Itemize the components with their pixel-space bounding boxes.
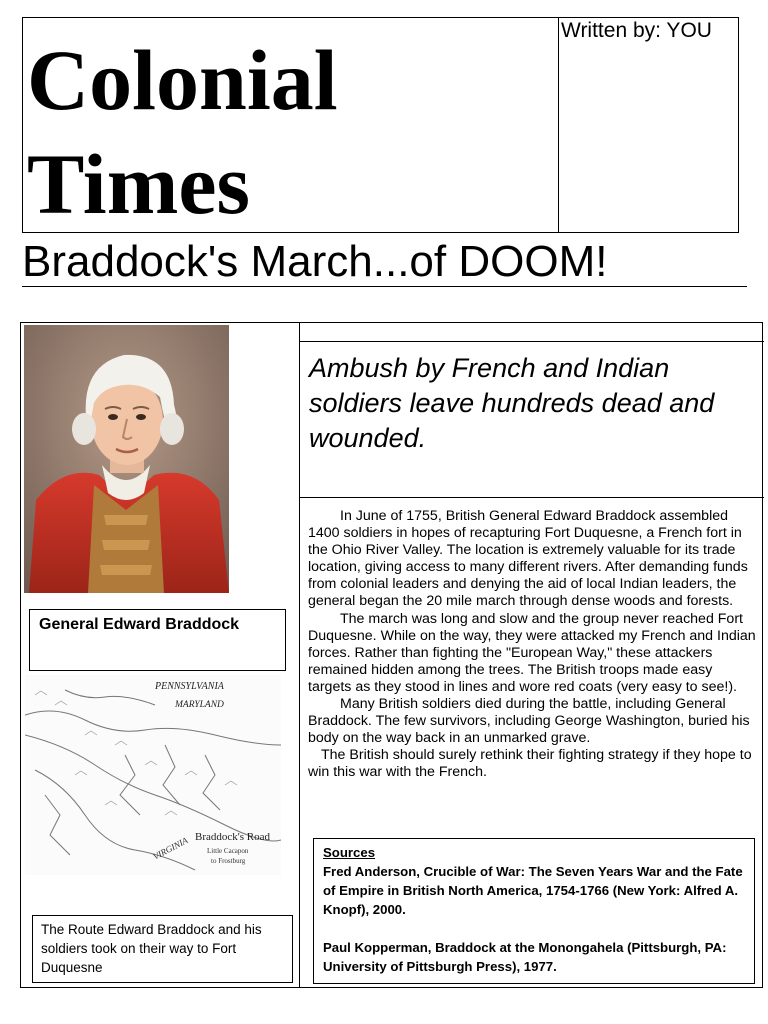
title-cell [23, 18, 559, 232]
map-image [25, 675, 281, 875]
masthead [22, 17, 739, 233]
headline-rule [22, 286, 747, 287]
map-caption: The Route Edward Braddock and his soldiers took on their way to Fort Duquesne [41, 922, 262, 975]
table-rule [300, 497, 764, 498]
column-divider [299, 323, 300, 987]
sources-heading: Sources [323, 845, 376, 860]
headline: Braddock's March...of DOOM! [22, 237, 608, 286]
portrait-caption: General Edward Braddock [39, 616, 240, 633]
table-rule [300, 341, 764, 342]
subheadline: Ambush by French and Indian soldiers leave hundreds dead and wounded. [309, 353, 715, 453]
source-entry: Paul Kopperman, Braddock at the Monongahela (Pittsburgh, PA: University of Pittsburgh Press), 1977. [323, 940, 727, 974]
article-paragraph: In June of 1755, British General Edward Braddock assembled 1400 soldiers in hopes of recapturing Fort Duquesne, a French fort in the Ohio River Valley. The location is extremely valuable for its trade location, giving access to many different rivers. After demanding funds from colonial leaders and denying the aid of local Indian leaders, the general began the 20 mile march through dense woods and forests. [308, 508, 748, 610]
content-table [20, 322, 763, 988]
newspaper-title [27, 28, 338, 236]
map-label-pennsylvania: PENNSYLVANIA [155, 681, 224, 692]
byline: Written by: YOU [561, 19, 712, 42]
map-caption-box [32, 915, 293, 983]
title-line-2: Times [27, 136, 250, 232]
map-icon [25, 675, 281, 875]
portrait-icon [24, 325, 229, 593]
map-label-maryland: MARYLAND [175, 700, 224, 710]
map-label-road-sub1: Little Cacapon [207, 847, 249, 855]
map-label-road-sub2: to Frostburg [211, 857, 246, 865]
portrait-image [24, 325, 229, 593]
map-label-virginia: VIRGINIA [151, 835, 190, 862]
article-paragraph: Many British soldiers died during the battle, including General Braddock. The few survivors, including George Washington, buried his body on the way back in an unmarked grave. [308, 696, 750, 747]
article-paragraph: The march was long and slow and the group never reached Fort Duquesne. While on the way, they were attacked my French and Indian forces. Rather than fighting the "European Way," these attackers remained hidden among the trees. The British troops made easy targets as they stood in lines and wore red coats (very easy to see!). [308, 610, 756, 695]
portrait-caption-box [29, 609, 286, 671]
article-paragraph: The British should surely rethink their fighting strategy if they hope to win this war with the French. [308, 747, 752, 781]
source-entry: Fred Anderson, Crucible of War: The Seven Years War and the Fate of Empire in British North America, 1754-1766 (New York: Alfred A. Knopf), 2000. [323, 864, 743, 917]
title-line-1: Colonial [27, 32, 338, 128]
map-label-road-title: Braddock's Road [195, 831, 270, 843]
sources-box [313, 838, 755, 984]
article-body [308, 508, 758, 782]
